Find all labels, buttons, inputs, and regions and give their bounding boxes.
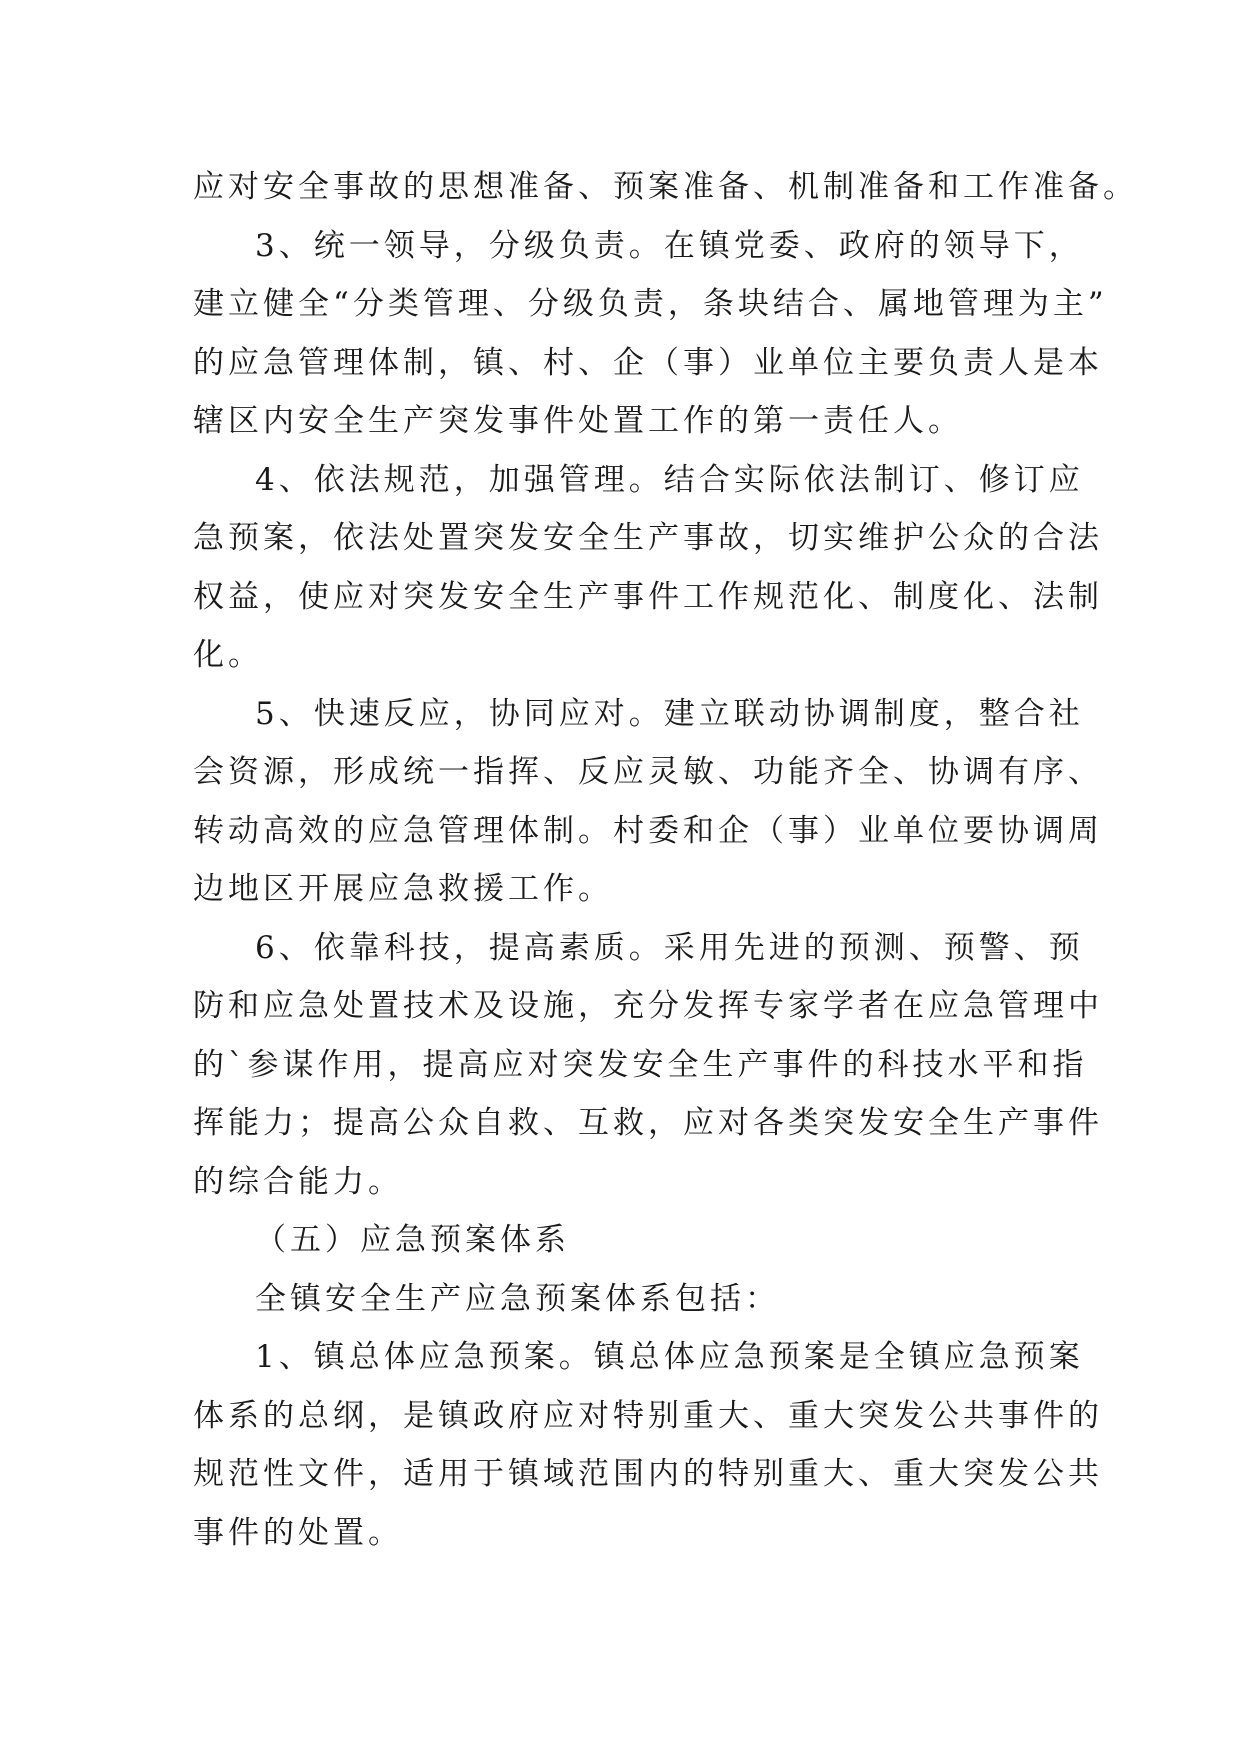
text-line: 挥能力；提高公众自救、互救，应对各类突发安全生产事件: [193, 1105, 1103, 1141]
text-line: 化。: [193, 637, 263, 673]
text-line: 急预案，依法处置突发安全生产事故，切实维护公众的合法: [193, 520, 1103, 556]
text-line: 5、快速反应，协同应对。建立联动协调制度，整合社: [255, 695, 1084, 732]
text-line: 边地区开展应急救援工作。: [193, 871, 613, 907]
text-line: 权益，使应对突发安全生产事件工作规范化、制度化、法制: [193, 578, 1103, 615]
text-line: 应对安全事故的思想准备、预案准备、机制准备和工作准备。: [193, 169, 1138, 205]
text-line: 6、依靠科技，提高素质。采用先进的预测、预警、预: [255, 929, 1084, 966]
text-line: 转动高效的应急管理体制。村委和企（事）业单位要协调周: [193, 812, 1103, 849]
text-line: 会资源，形成统一指挥、反应灵敏、功能齐全、协调有序、: [193, 754, 1103, 790]
section-heading: （五）应急预案体系: [255, 1222, 570, 1258]
text-line: 体系的总纲，是镇政府应对特别重大、重大突发公共事件的: [193, 1397, 1103, 1434]
text-line: 防和应急处置技术及设施，充分发挥专家学者在应急管理中: [193, 988, 1103, 1024]
text-line: 4、依法规范，加强管理。结合实际依法制订、修订应: [255, 461, 1084, 498]
text-line: 的应急管理体制，镇、村、企（事）业单位主要负责人是本: [193, 344, 1103, 381]
text-line: 3、统一领导，分级负责。在镇党委、政府的领导下，: [255, 227, 1084, 264]
text-line: 事件的处置。: [193, 1514, 403, 1551]
document-body: [193, 158, 1138, 1562]
text-line: 的`参谋作用，提高应对突发安全生产事件的科技水平和指: [193, 1046, 1088, 1083]
text-line: 建立健全“分类管理、分级负责，条块结合、属地管理为主”: [193, 286, 1108, 322]
text-line: 的综合能力。: [193, 1163, 403, 1200]
text-line: 规范性文件，适用于镇域范围内的特别重大、重大突发公共: [193, 1456, 1103, 1492]
text-line: 辖区内安全生产突发事件处置工作的第一责任人。: [193, 403, 963, 439]
text-line: 全镇安全生产应急预案体系包括：: [255, 1280, 780, 1317]
text-line: 1、镇总体应急预案。镇总体应急预案是全镇应急预案: [255, 1339, 1084, 1375]
